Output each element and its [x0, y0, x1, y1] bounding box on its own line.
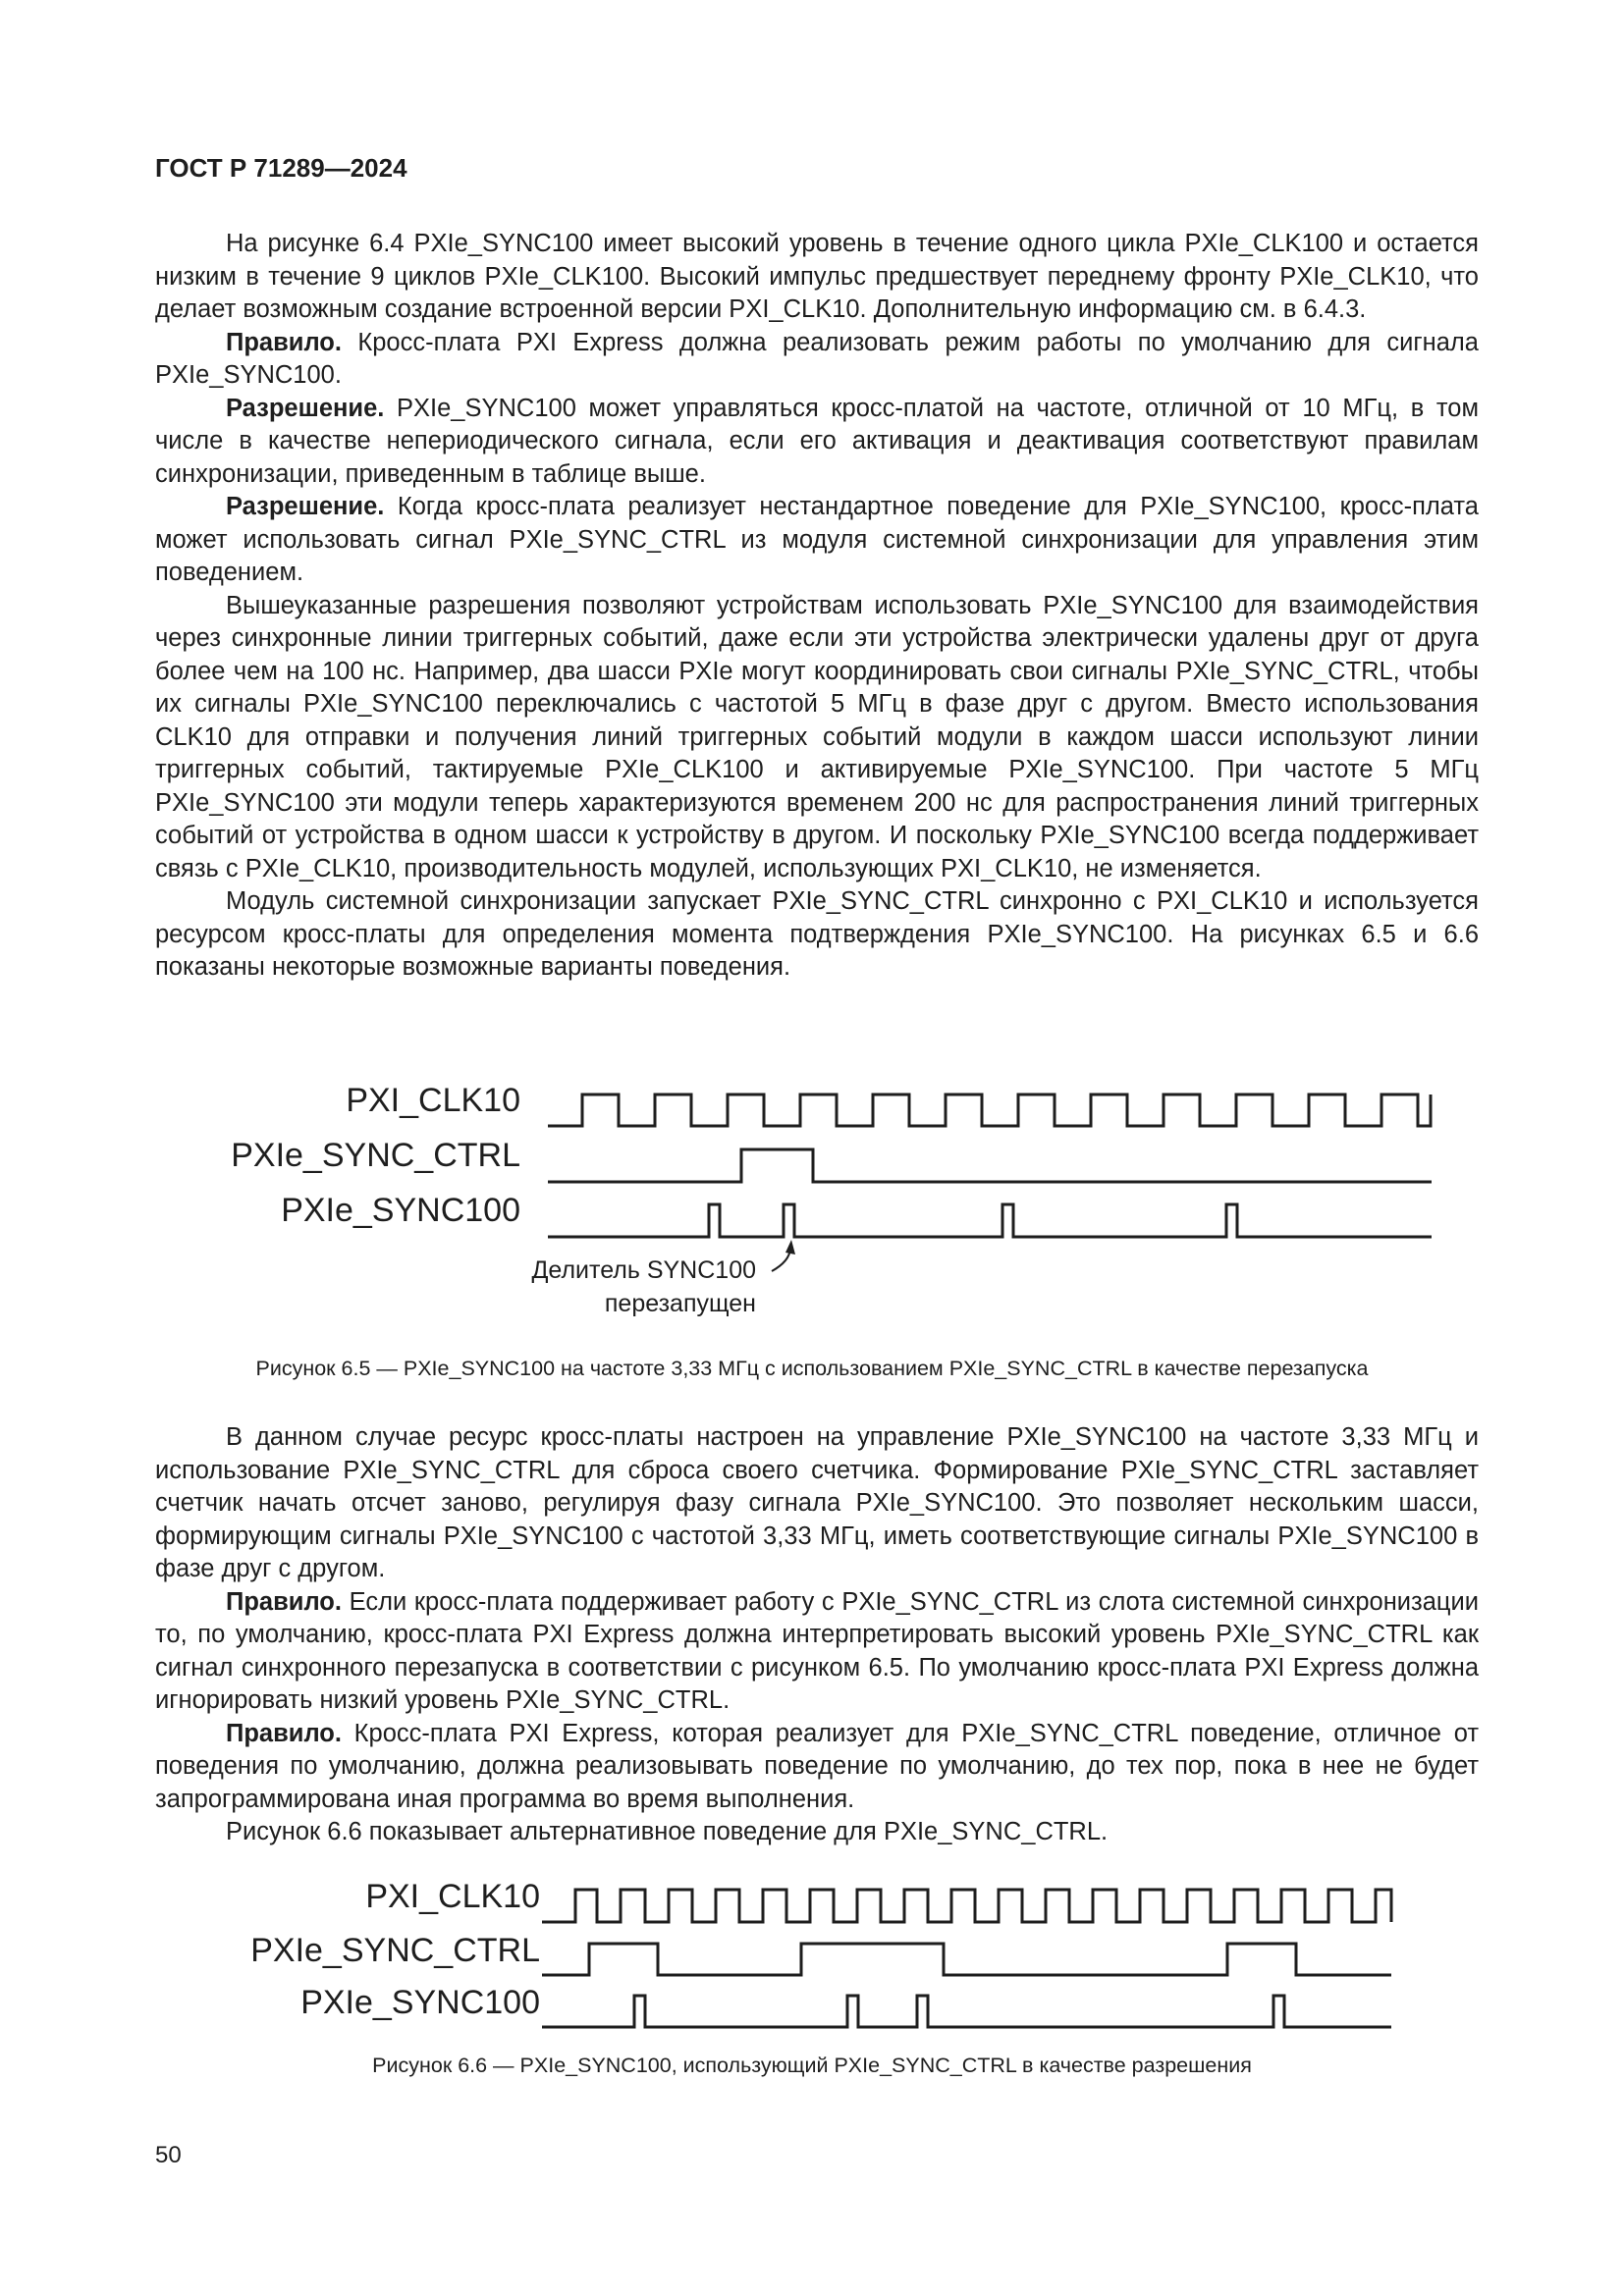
annotation-divider-restarted: Делитель SYNC100	[531, 1256, 756, 1284]
waveform-pxie-sync-ctrl	[548, 1149, 1432, 1182]
paragraph: Модуль системной синхронизации запускает PXIe_SYNC_CTRL синхронно с PXI_CLK10 и используется ресурсом кросс-платы для определения момента подтверждения PXIe_SYNC100. На рисунках 6.5 и 6.6 показаны некоторые возможные варианты поведения.	[155, 887, 1479, 981]
signal-label-pxie-sync100: PXIe_SYNC100	[281, 1192, 520, 1229]
paragraph: На рисунке 6.4 PXIe_SYNC100 имеет высокий уровень в течение одного цикла PXIe_CLK100 и остается низким в течение 9 циклов PXIe_CLK100. Высокий импульс предшествует переднему фронту PXIe_CLK10, что делает возможным создание встроенной версии PXI_CLK10. Дополнительную информацию см. в 6.4.3.	[155, 230, 1479, 323]
waveform-pxie-sync-ctrl	[542, 1944, 1391, 1975]
page-number: 50	[155, 2142, 182, 2168]
section-2-text	[155, 1421, 1479, 1849]
rule-label: Правило.	[226, 1587, 342, 1616]
signal-label-pxi-clk10: PXI_CLK10	[365, 1878, 540, 1915]
paragraph: В данном случае ресурс кросс-платы настроен на управление PXIe_SYNC100 на частоте 3,33 МГц и использование PXIe_SYNC_CTRL для сброса своего счетчика. Формирование PXIe_SYNC_CTRL заставляет счетчик начать отсчет заново, регулируя фазу сигнала PXIe_SYNC100. Это позволяет нескольким шасси, формирующим сигналы PXIe_SYNC100 с частотой 3,33 МГц, иметь соответствующие сигналы PXIe_SYNC100 в фазе друг с другом.	[155, 1423, 1479, 1582]
document-code: ГОСТ Р 71289—2024	[155, 153, 407, 183]
waveform-pxi-clk10	[548, 1095, 1431, 1126]
arrow-head	[785, 1240, 795, 1255]
permission-label: Разрешение.	[226, 493, 385, 520]
paragraph-permission	[155, 491, 1479, 590]
figure-6-6-timing-diagram	[0, 1865, 1624, 2037]
paragraph-rule	[155, 1586, 1479, 1718]
figure-6-6-caption: Рисунок 6.6 — PXIe_SYNC100, использующий PXIe_SYNC_CTRL в качестве разрешения	[372, 2054, 1252, 2077]
paragraph-rule	[155, 327, 1479, 393]
permission-label: Разрешение.	[226, 394, 385, 422]
signal-label-pxie-sync-ctrl: PXIe_SYNC_CTRL	[250, 1932, 540, 1969]
signal-label-pxi-clk10: PXI_CLK10	[346, 1082, 520, 1119]
paragraph: Вышеуказанные разрешения позволяют устройствам использовать PXIe_SYNC100 для взаимодействия через синхронные линии триггерных событий, даже если эти устройства электрически удалены друг от друга более чем на 100 нс. Например, два шасси PXIe могут координировать свои сигналы PXIe_SYNC_CTRL, чтобы их сигналы PXIe_SYNC100 переключались с частотой 5 МГц в фазе друг с другом. Вместо использования CLK10 для отправки и получения линий триггерных событий модули в каждом шасси используют линии триггерных событий, тактируемые PXIe_CLK100 и активируемые PXIe_SYNC100. При частоте 5 МГц PXIe_SYNC100 эти модули теперь характеризуются временем 200 нс для распространения линий триггерных событий от устройства в одном шасси к устройству в другом. И поскольку PXIe_SYNC100 всегда поддерживает связь с PXIe_CLK10, производительность модулей, использующих PXI_CLK10, не изменяется.	[155, 591, 1479, 882]
rule-text: Кросс-плата PXI Express, которая реализует для PXIe_SYNC_CTRL поведение, отличное от поведения по умолчанию, должна реализовывать поведение по умолчанию, до тех пор, пока в нее не будет запрограммирована иная программа во время выполнения.	[155, 1719, 1479, 1813]
waveform-pxie-sync100	[542, 1996, 1391, 2027]
permission-text: PXIe_SYNC100 может управляться кросс-платой на частоте, отличной от 10 МГц, в том числе в качестве непериодического сигнала, если его активация и деактивация соответствуют правилам синхронизации, приведенным в таблице выше.	[155, 394, 1479, 488]
rule-text: Кросс-плата PXI Express должна реализовать режим работы по умолчанию для сигнала PXIe_SYNC100.	[155, 328, 1479, 389]
figure-6-5-caption: Рисунок 6.5 — PXIe_SYNC100 на частоте 3,33 МГц с использованием PXIe_SYNC_CTRL в качестве перезапуска	[255, 1357, 1369, 1380]
waveform-pxie-sync100	[548, 1204, 1432, 1237]
signal-label-pxie-sync-ctrl: PXIe_SYNC_CTRL	[231, 1137, 520, 1174]
paragraph-permission	[155, 393, 1479, 492]
waveform-pxi-clk10	[542, 1890, 1391, 1922]
rule-text: Если кросс-плата поддерживает работу с PXIe_SYNC_CTRL из слота системной синхронизации то, по умолчанию, кросс-плата PXI Express должна интерпретировать высокий уровень PXIe_SYNC_CTRL как сигнал синхронного перезапуска в соответствии с рисунком 6.5. По умолчанию кросс-плата PXI Express должна игнорировать низкий уровень PXIe_SYNC_CTRL.	[155, 1587, 1479, 1714]
permission-text: Когда кросс-плата реализует нестандартное поведение для PXIe_SYNC100, кросс-плата может использовать сигнал PXIe_SYNC_CTRL из модуля системной синхронизации для управления этим поведением.	[155, 493, 1479, 586]
paragraph: Рисунок 6.6 показывает альтернативное поведение для PXIe_SYNC_CTRL.	[226, 1818, 1109, 1845]
section-1-text	[155, 228, 1479, 985]
rule-label: Правило.	[226, 328, 342, 356]
rule-label: Правило.	[226, 1719, 342, 1747]
signal-label-pxie-sync100: PXIe_SYNC100	[300, 1984, 540, 2021]
paragraph-rule	[155, 1718, 1479, 1817]
annotation-restarted: перезапущен	[604, 1290, 756, 1317]
figure-6-5-timing-diagram	[0, 1060, 1624, 1335]
